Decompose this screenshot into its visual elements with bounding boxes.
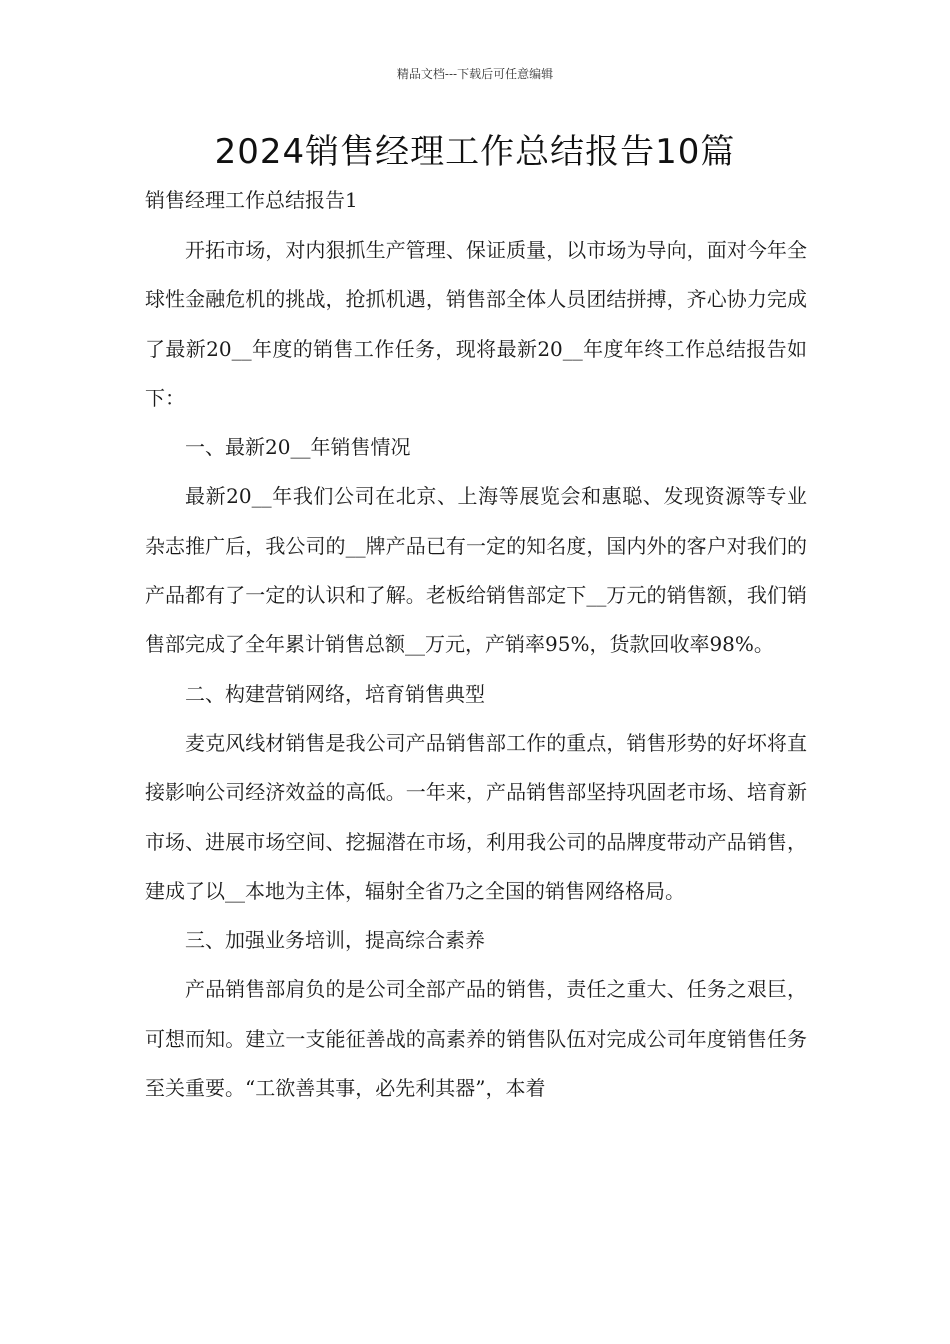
section-heading-1: 一、最新20__年销售情况 — [185, 435, 411, 460]
document-title: 2024销售经理工作总结报告10篇 — [214, 132, 736, 172]
document-subtitle: 销售经理工作总结报告1 — [145, 188, 358, 212]
paragraph-sales-network: 麦克风线材销售是我公司产品销售部工作的重点，销售形势的好坏将直接影响公司经济效益的高低。一年来，产品销售部坚持巩固老市场、培育新市场、进展市场空间、挖掘潜在市场，利用我公司的品牌度带动产品销售，建成了以__本地为主体，辐射全省乃之全国的销售网络格局。 — [145, 730, 807, 903]
section-heading-2: 二、构建营销网络，培育销售典型 — [185, 681, 485, 706]
paragraph-intro: 开拓市场，对内狠抓生产管理、保证质量，以市场为导向，面对今年全球性金融危机的挑战，抢抓机遇，销售部全体人员团结拼搏，齐心协力完成了最新20__年度的销售工作任务，现将最新20__年度年终工作总结报告如下： — [145, 238, 807, 410]
paragraph-training: 产品销售部肩负的是公司全部产品的销售，责任之重大、任务之艰巨，可想而知。建立一支能征善战的高素养的销售队伍对完成公司年度销售任务至关重要。“工欲善其事，必先利其器”，本着 — [145, 977, 807, 1101]
section-heading-3: 三、加强业务培训，提高综合素养 — [185, 928, 485, 953]
document-body — [145, 226, 807, 1113]
paragraph-sales-situation: 最新20__年我们公司在北京、上海等展览会和惠聪、发现资源等专业杂志推广后，我公司的__牌产品已有一定的知名度，国内外的客户对我们的产品都有了一定的认识和了解。老板给销售部定下__万元的销售额，我们销售部完成了全年累计销售总额__万元，产销率95%，货款回收率98%。 — [145, 484, 807, 657]
header-note: 精品文档---下载后可任意编辑 — [396, 67, 554, 81]
